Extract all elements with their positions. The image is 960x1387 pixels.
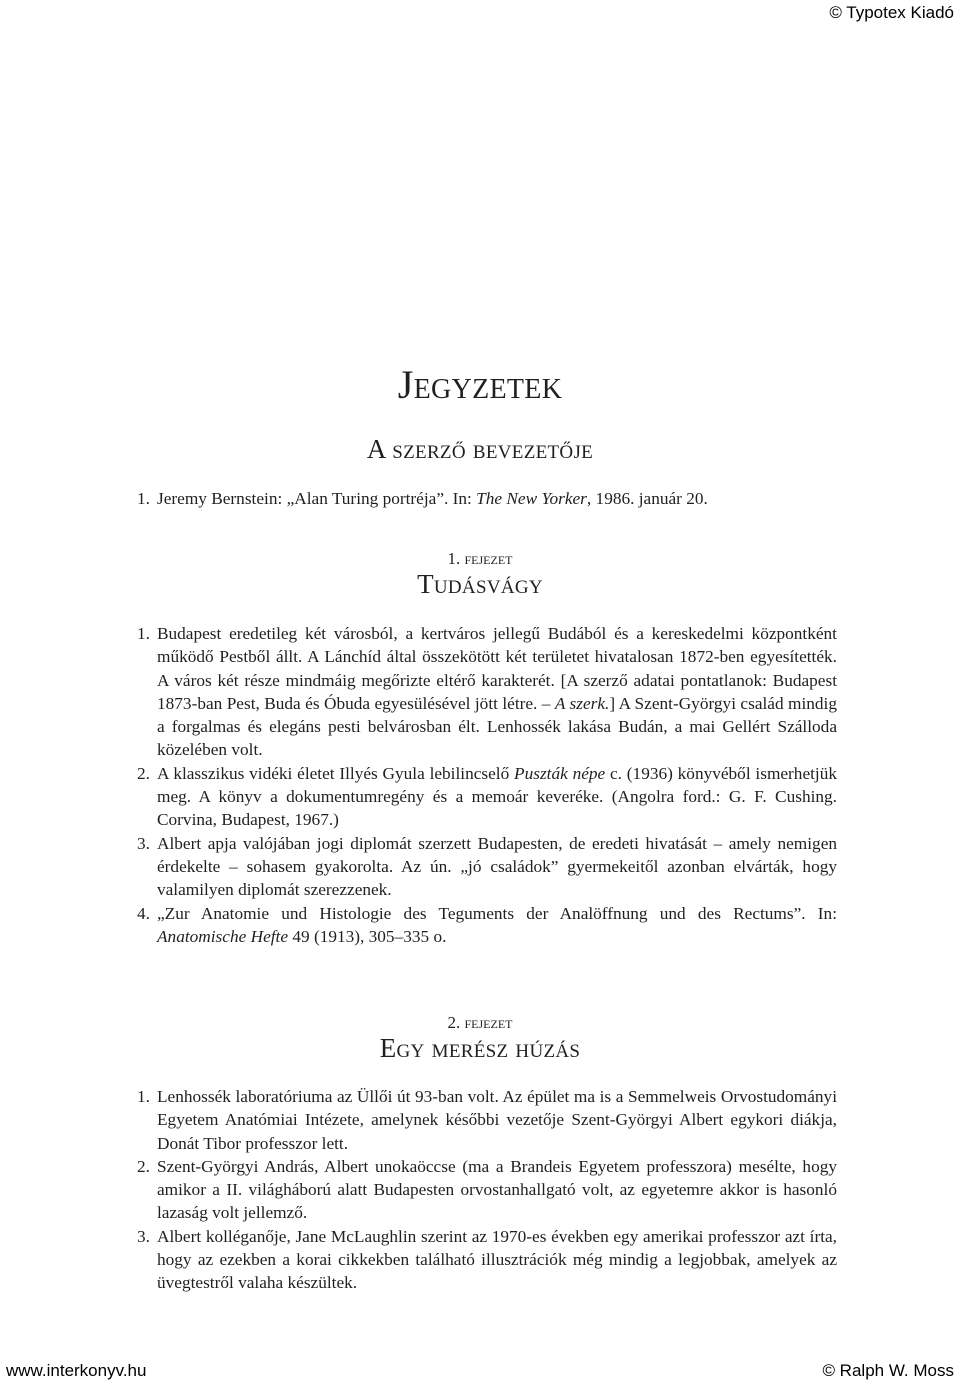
note-item <box>137 1155 837 1225</box>
chapter-label-2: 2. fejezet <box>447 1013 513 1032</box>
page-title: Jegyzetek <box>397 362 563 407</box>
note-number: 4. <box>137 903 150 923</box>
note-item <box>137 832 837 902</box>
note-text: Budapest eredetileg két városból, a kertváros jellegű Budából és a kereskedelmi központként működő Pestből állt. A Lánchíd által összekötött két területet hivatalosan 1872-ben egyesítették. A város két része mindmáig megőrizte eltérő karakterét. [A szerző adatai pontatlanok: Budapest 1873-ban Pest, Buda és Óbuda egyesülésével jött létre. – A szerk.] A Szent-Györgyi család mindig a forgalmas és elegáns pesti belvárosban élt. Lenhossék lakása Budán, a mai Gellért Szálloda közelében volt. <box>157 624 837 760</box>
note-text: Albert apja valójában jogi diplomát szerzett Budapesten, de eredeti hivatását – amely nemigen érdekelte – sohasem gyakorolta. Az ún. „jó családok” gyermekeitől azonban elvárták, hogy valamilyen diplomát szerezzenek. <box>157 833 837 900</box>
copyright-notice: © Ralph W. Moss <box>822 1361 954 1380</box>
note-text: „Zur Anatomie und Histologie des Teguments der Analöffnung und des Rectums”. In: Anatomische Hefte 49 (1913), 305–335 o. <box>157 903 837 946</box>
note-item <box>137 1085 837 1155</box>
note-number: 3. <box>137 833 150 853</box>
chapter-title-2: Egy merész húzás <box>379 1033 581 1063</box>
note-number: 2. <box>137 763 150 783</box>
chapter-title-1: Tudásvágy <box>417 569 543 599</box>
note-item <box>137 762 837 832</box>
note-text: A klasszikus vidéki életet Illyés Gyula lebilincselő Puszták népe c. (1936) könyvéből ismerhetjük meg. A könyv a dokumentumregény és a memoár keveréke. (Angolra ford.: G. F. Cushing. Corvina, Budapest, 1967.) <box>157 763 838 830</box>
note-number: 1. <box>137 489 150 508</box>
note-number: 1. <box>137 624 150 643</box>
chapter-label-1: 1. fejezet <box>447 549 513 568</box>
notes-list-intro <box>137 487 837 510</box>
note-item <box>137 622 837 762</box>
notes-list-chapter-1 <box>137 622 837 948</box>
note-number: 1. <box>137 1087 150 1106</box>
note-item <box>137 487 837 510</box>
note-number: 3. <box>137 1226 150 1246</box>
note-text: Szent-Györgyi András, Albert unokaöccse (ma a Brandeis Egyetem professzora) mesélte, hogy amikor a II. világháború alatt Budapesten orvostanhallgató volt, az egyetemre akkor is hasonló lazaság volt jellemző. <box>157 1156 837 1223</box>
notes-list-chapter-2 <box>137 1085 837 1295</box>
note-item <box>137 1225 837 1295</box>
note-number: 2. <box>137 1156 150 1176</box>
section-title-intro: A szerző bevezetője <box>366 434 594 464</box>
note-text: Lenhossék laboratóriuma az Üllői út 93-ban volt. Az épület ma is a Semmelweis Orvostudományi Egyetem Anatómiai Intézete, amelynek későbbi vezetője Szent-Györgyi Albert egykori diákja, Donát Tibor professzor lett. <box>157 1087 837 1153</box>
note-item <box>137 902 837 949</box>
publisher-mark: © Typotex Kiadó <box>829 3 954 22</box>
note-text: Albert kolléganője, Jane McLaughlin szerint az 1970-es években egy amerikai professzor azt írta, hogy az ezekben a korai cikkekben található illusztrációk még mindig a legjobbak, amelyek az üvegtestről valaha készültek. <box>157 1226 837 1293</box>
website-link[interactable]: www.interkonyv.hu <box>6 1361 147 1380</box>
note-text: Jeremy Bernstein: „Alan Turing portréja”. In: The New Yorker, 1986. január 20. <box>157 489 708 508</box>
